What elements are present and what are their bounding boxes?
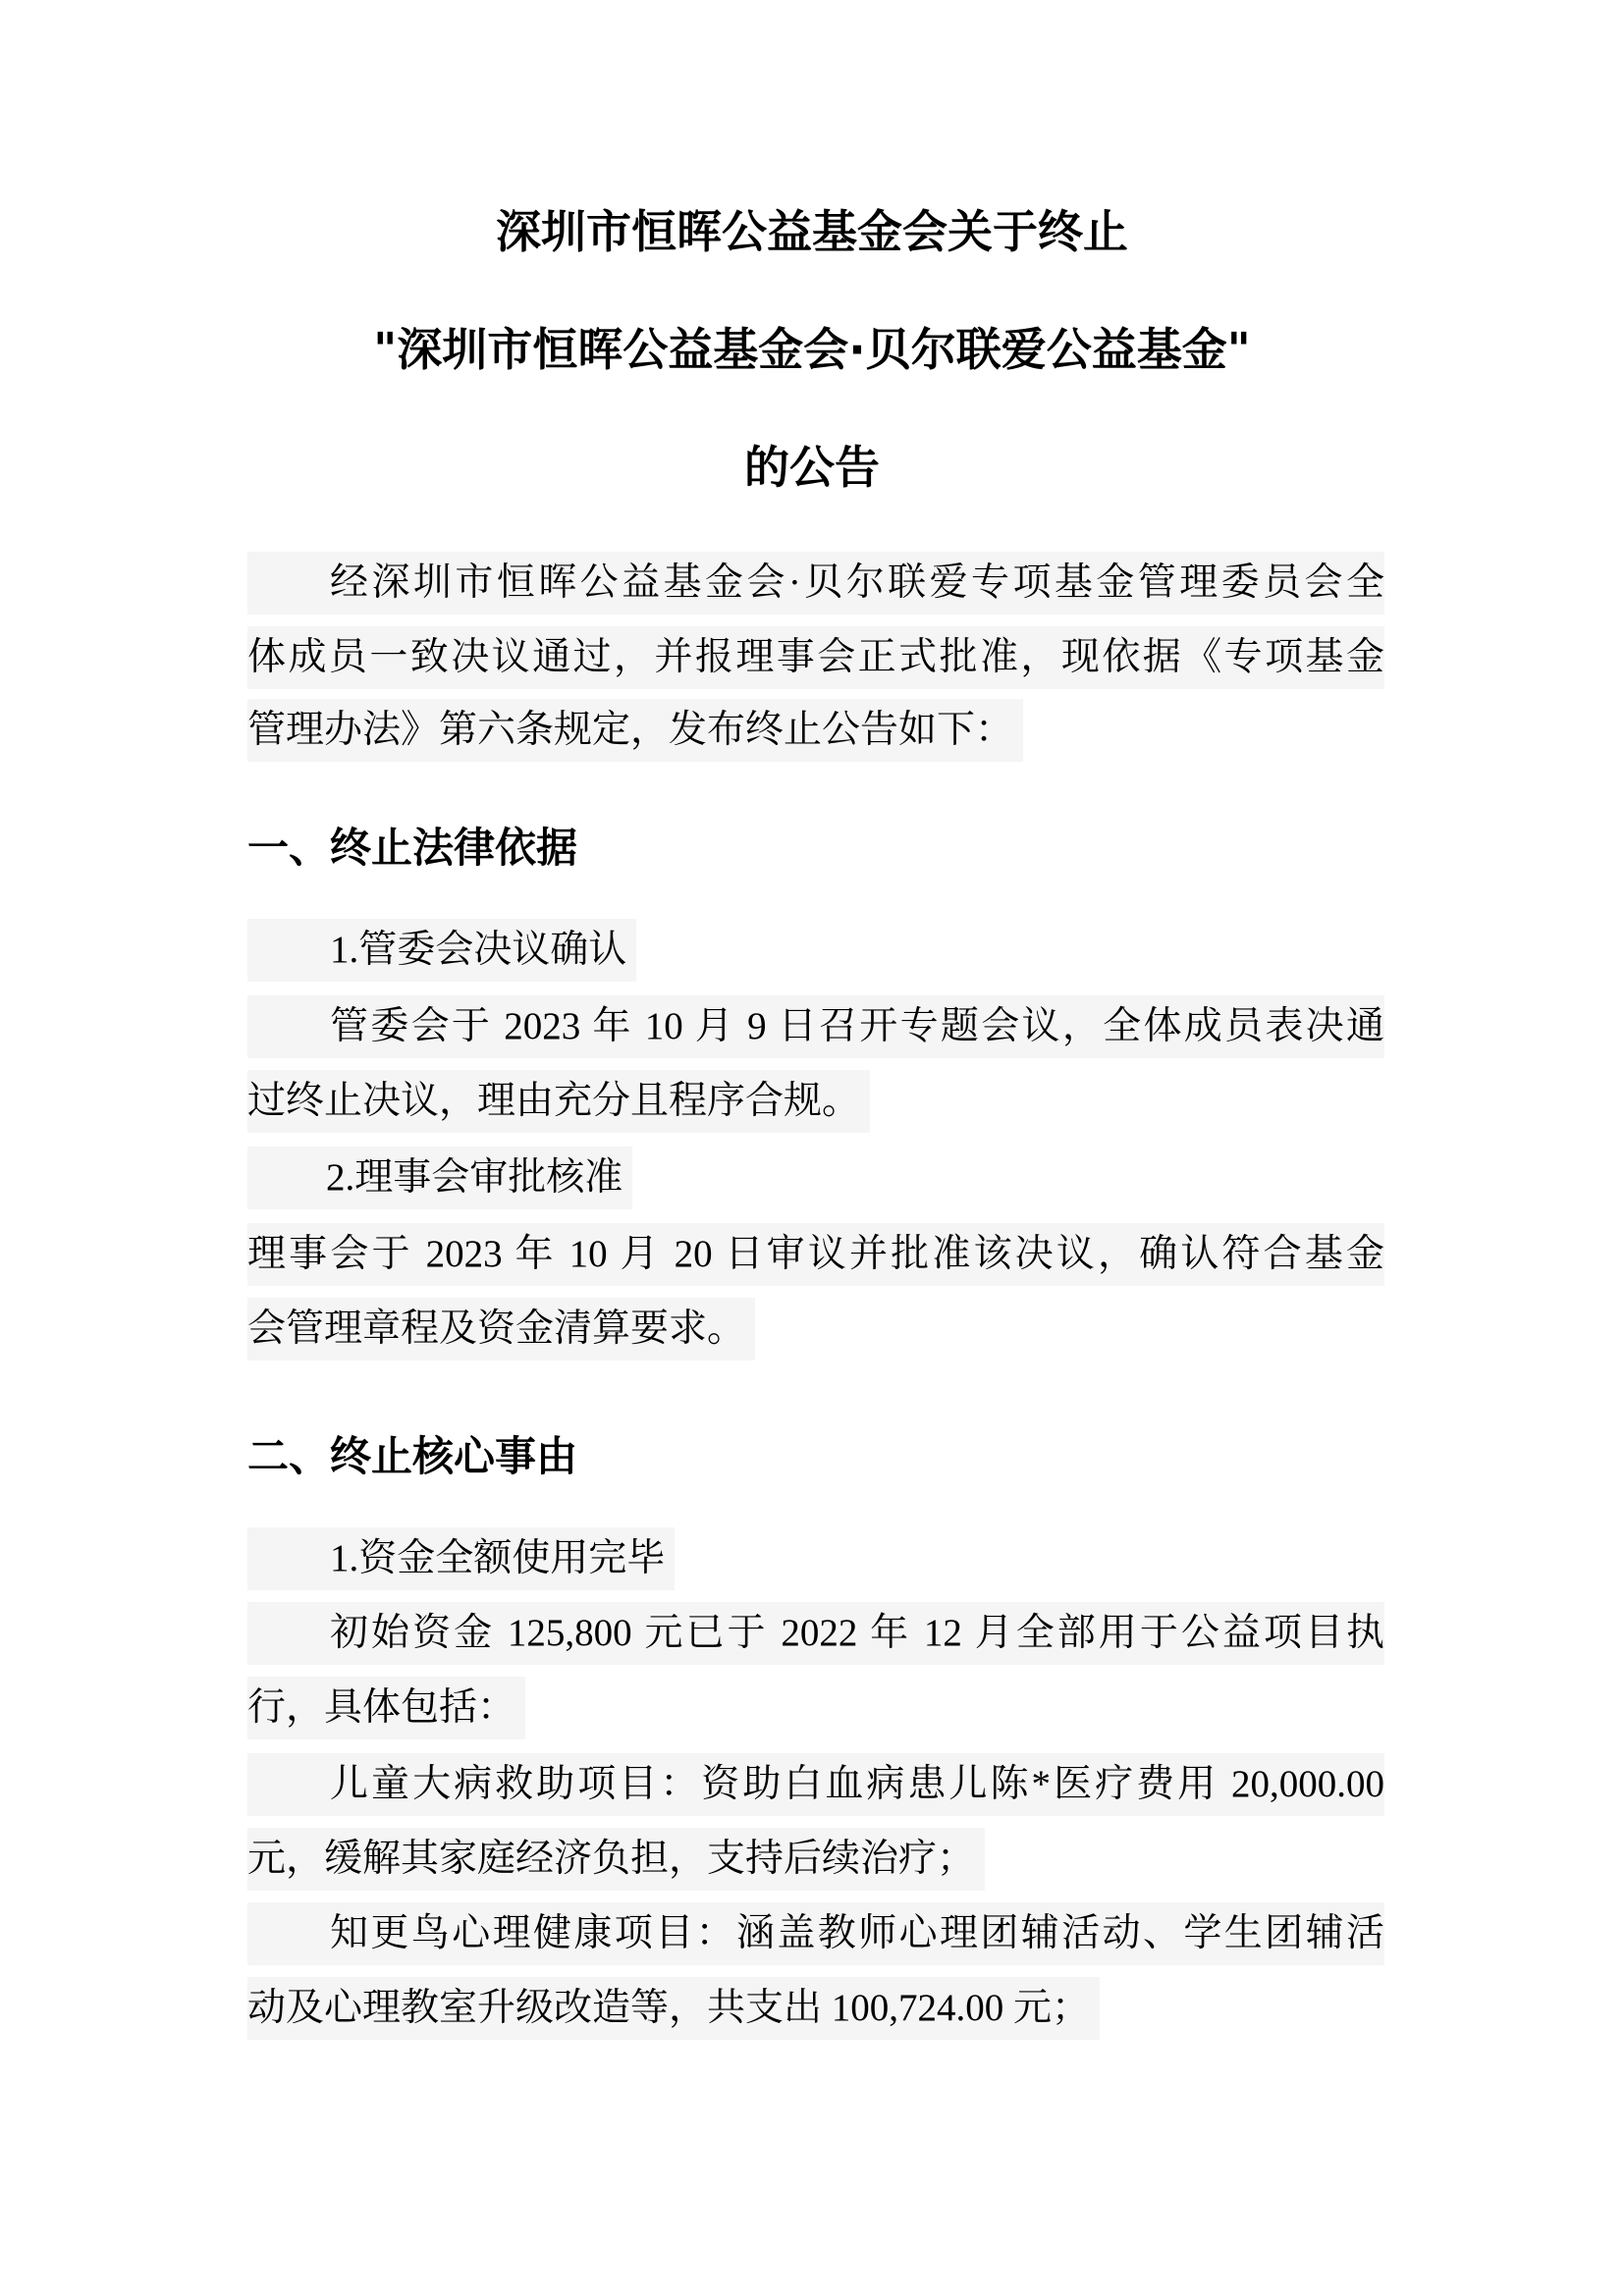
project-2-line: 动及心理教室升级改造等，共支出 100,724.00 元；: [247, 1977, 1100, 2040]
section-1-item-1-body: 过终止决议，理由充分且程序合规。: [247, 1070, 870, 1133]
title-line-1: 深圳市恒晖公益基金会关于终止: [496, 205, 1128, 258]
project-1-line: 儿童大病救助项目：资助白血病患儿陈*医疗费用 20,000.00: [247, 1753, 1384, 1816]
title-line-3: 的公告: [744, 441, 880, 494]
section-1-item-2-title: 2.理事会审批核准: [247, 1147, 632, 1209]
section-1-heading: 一、终止法律依据: [247, 824, 578, 872]
intro-line: 经深圳市恒晖公益基金会·贝尔联爱专项基金管理委员会全: [247, 552, 1384, 614]
section-2-item-1-title: 1.资金全额使用完毕: [247, 1527, 675, 1590]
section-2-item-1-body: 行，具体包括：: [247, 1677, 525, 1739]
intro-line: 管理办法》第六条规定，发布终止公告如下：: [247, 699, 1023, 762]
project-1-line: 元，缓解其家庭经济负担，支持后续治疗；: [247, 1828, 985, 1891]
intro-line: 体成员一致决议通过，并报理事会正式批准，现依据《专项基金: [247, 626, 1384, 689]
section-1-item-1-body: 管委会于 2023 年 10 月 9 日召开专题会议，全体成员表决通: [247, 995, 1384, 1058]
section-2-heading: 二、终止核心事由: [247, 1432, 578, 1480]
section-2-item-1-body: 初始资金 125,800 元已于 2022 年 12 月全部用于公益项目执: [247, 1602, 1384, 1665]
title-line-2: "深圳市恒晖公益基金会·贝尔联爱公益基金": [373, 323, 1251, 376]
section-1-item-2-body: 会管理章程及资金清算要求。: [247, 1298, 755, 1361]
section-1-item-1-title: 1.管委会决议确认: [247, 919, 636, 982]
project-2-line: 知更鸟心理健康项目：涵盖教师心理团辅活动、学生团辅活: [247, 1902, 1384, 1965]
section-1-item-2-body: 理事会于 2023 年 10 月 20 日审议并批准该决议，确认符合基金: [247, 1223, 1384, 1286]
